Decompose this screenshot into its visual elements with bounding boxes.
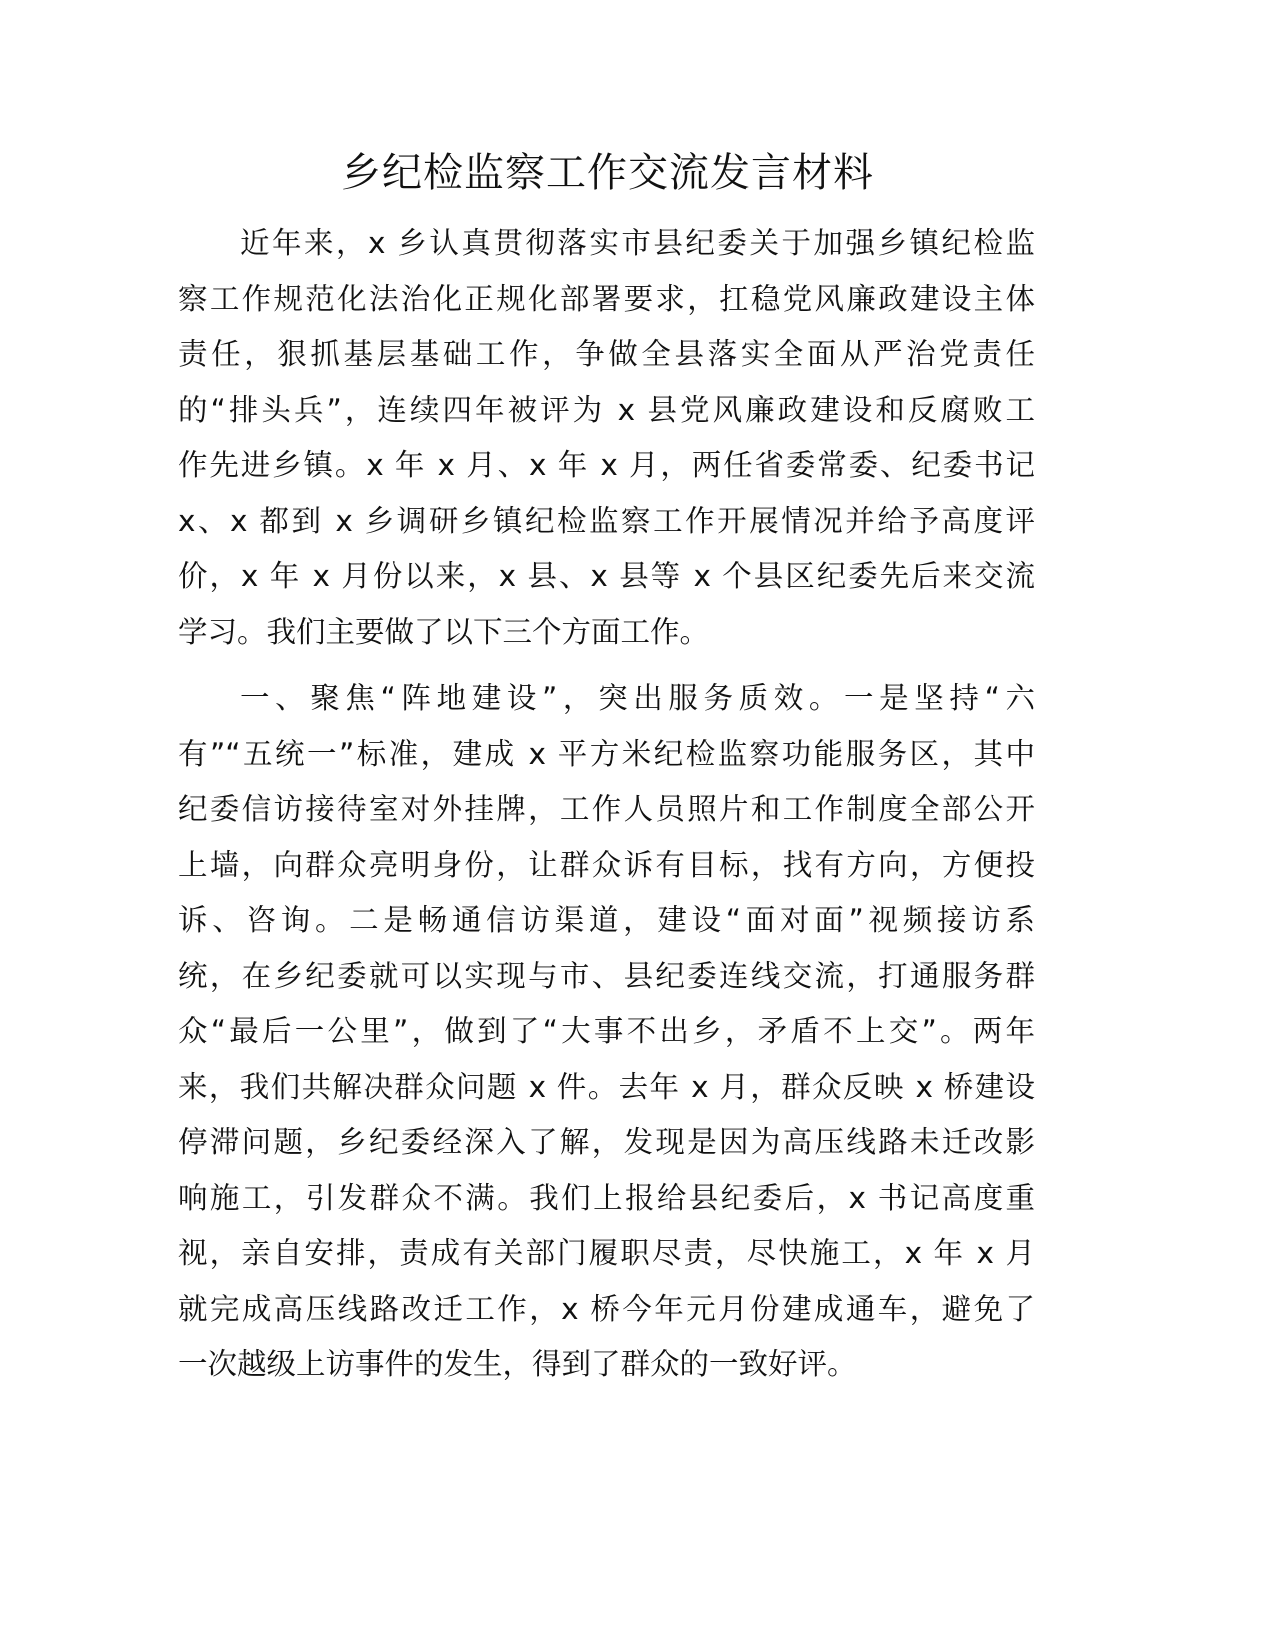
text-line: 作先进乡镇。x 年 x 月、x 年 x 月，两任省委常委、纪委书记 <box>178 448 1035 482</box>
text-line: 停滞问题，乡纪委经深入了解，发现是因为高压线路未迁改影 <box>178 1125 1035 1159</box>
text-line: 有”“五统一”标准，建成 x 平方米纪检监察功能服务区，其中 <box>178 736 1035 771</box>
text-line: 纪委信访接待室对外挂牌，工作人员照片和工作制度全部公开 <box>178 792 1035 826</box>
text-line: 一次越级上访事件的发生，得到了群众的一致好评。 <box>178 1347 857 1381</box>
text-line: 统，在乡纪委就可以实现与市、县纪委连线交流，打通服务群 <box>178 958 1035 993</box>
paragraph-section-one <box>178 671 1035 1393</box>
text-line: 一、聚焦“阵地建设”，突出服务质效。一是坚持“六 <box>240 681 1035 715</box>
text-line: x、x 都到 x 乡调研乡镇纪检监察工作开展情况并给予高度评 <box>178 503 1035 538</box>
text-line: 察工作规范化法治化正规化部署要求，扛稳党风廉政建设主体 <box>178 281 1035 316</box>
text-line: 响施工，引发群众不满。我们上报给县纪委后，x 书记高度重 <box>178 1180 1035 1215</box>
text-line: 近年来，x 乡认真贯彻落实市县纪委关于加强乡镇纪检监 <box>240 226 1035 260</box>
text-line: 价，x 年 x 月份以来，x 县、x 县等 x 个县区纪委先后来交流 <box>178 559 1035 593</box>
text-line: 就完成高压线路改迁工作，x 桥今年元月份建成通车，避免了 <box>178 1291 1035 1326</box>
text-line: 的“排头兵”，连续四年被评为 x 县党风廉政建设和反腐败工 <box>178 392 1035 427</box>
text-line: 学习。我们主要做了以下三个方面工作。 <box>178 614 710 649</box>
text-line: 来，我们共解决群众问题 x 件。去年 x 月，群众反映 x 桥建设 <box>178 1069 1035 1104</box>
paragraph-intro <box>178 216 1035 660</box>
text-line: 上墙，向群众亮明身份，让群众诉有目标，找有方向，方便投 <box>178 847 1035 882</box>
text-line: 诉、咨询。二是畅通信访渠道，建设“面对面”视频接访系 <box>178 903 1035 937</box>
text-line: 责任，狠抓基层基础工作，争做全县落实全面从严治党责任 <box>178 337 1035 371</box>
text-line: 众“最后一公里”，做到了“大事不出乡，矛盾不上交”。两年 <box>178 1014 1035 1048</box>
document-title: 乡纪检监察工作交流发言材料 <box>341 150 874 196</box>
text-line: 视，亲自安排，责成有关部门履职尽责，尽快施工，x 年 x 月 <box>178 1236 1035 1270</box>
